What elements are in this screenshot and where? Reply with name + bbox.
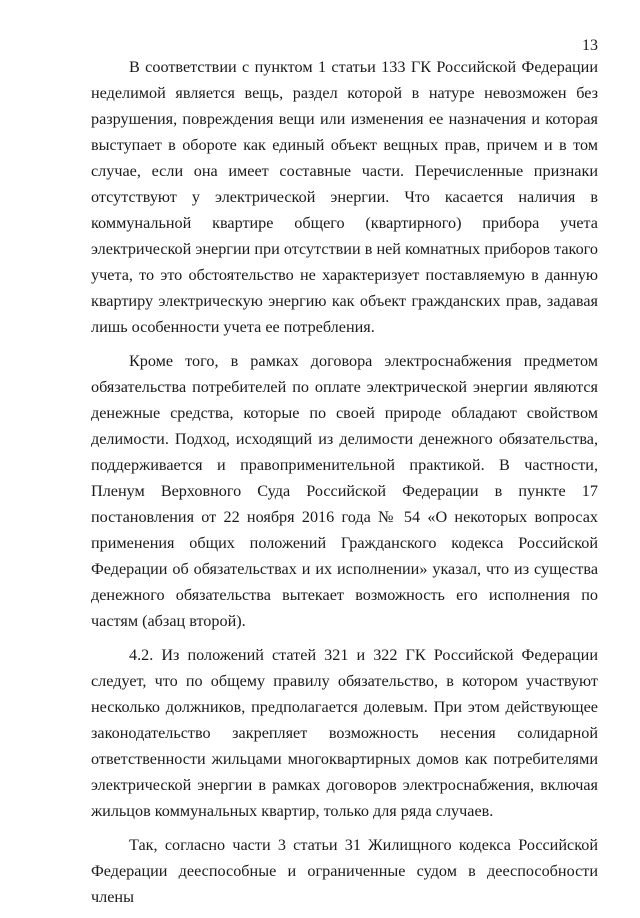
paragraph-2: Кроме того, в рамках договора электроснабжения предметом обязательства потребителей по оплате электрической энергии являются денежные средства, которые по своей природе обладают свойством делимости. Подход, исходящий из делимости денежного обязательства, поддерживается и правоприменительной практикой. В частности, Пленум Верховного Суда Российской Федерации в пункте 17 постановления от 22 ноября 2016 года № 54 «О некоторых вопросах применения общих положений Гражданского кодекса Российской Федерации об обязательствах и их исполнении» указал, что из существа денежного обязательства вытекает возможность его исполнения по частям (абзац второй). xyxy=(91,352,598,630)
paragraph-3: 4.2. Из положений статей 321 и 322 ГК Российской Федерации следует, что по общему правилу обязательство, в котором участвуют несколько должников, предполагается долевым. При этом действующее законодательство закрепляет возможность несения солидарной ответственности жильцами многоквартирных домов как потребителями электрической энергии в рамках договоров электроснабжения, включая жильцов коммунальных квартир, только для ряда случаев. xyxy=(91,646,598,820)
page-body xyxy=(91,54,598,918)
page-number: 13 xyxy=(582,37,598,54)
paragraph-4: Так, согласно части 3 статьи 31 Жилищного кодекса Российской Федерации дееспособные и ограниченные судом в дееспособности члены xyxy=(91,836,598,906)
paragraph-1: В соответствии с пунктом 1 статьи 133 ГК Российской Федерации неделимой является вещь, раздел которой в натуре невозможен без разрушения, повреждения вещи или изменения ее назначения и которая выступает в обороте как единый объект вещных прав, причем и в том случае, если она имеет составные части. Перечисленные признаки отсутствуют у электрической энергии. Что касается наличия в коммунальной квартире общего (квартирного) прибора учета электрической энергии при отсутствии в ней комнатных приборов такого учета, то это обстоятельство не характеризует поставляемую в данную квартиру электрическую энергию как объект гражданских прав, задавая лишь особенности учета ее потребления. xyxy=(91,58,598,336)
